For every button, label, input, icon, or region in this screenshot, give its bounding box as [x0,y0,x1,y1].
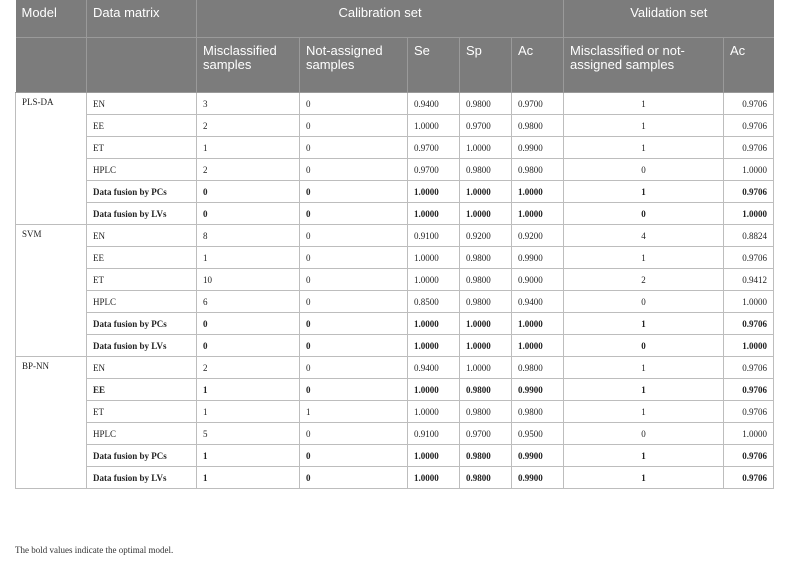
ac-cell: 0.9800 [512,401,564,423]
se-cell: 1.0000 [408,445,460,467]
val-misclassified-cell: 1 [564,93,724,115]
ac-cell: 1.0000 [512,335,564,357]
table-row [16,335,774,357]
misclassified-cell: 0 [197,203,300,225]
se-cell: 1.0000 [408,313,460,335]
not-assigned-cell: 0 [300,467,408,489]
val-misclassified-cell: 1 [564,115,724,137]
not-assigned-cell: 0 [300,379,408,401]
se-cell: 1.0000 [408,401,460,423]
ac-cell: 1.0000 [512,313,564,335]
val-ac-cell: 1.0000 [724,335,774,357]
not-assigned-cell: 1 [300,401,408,423]
header-validation-set: Validation set [564,0,774,38]
val-ac-cell: 0.9412 [724,269,774,291]
se-cell: 1.0000 [408,335,460,357]
ac-cell: 0.9700 [512,93,564,115]
header-misclassified: Misclassified samples [197,38,300,93]
sp-cell: 0.9200 [460,225,512,247]
not-assigned-cell: 0 [300,115,408,137]
not-assigned-cell: 0 [300,335,408,357]
not-assigned-cell: 0 [300,159,408,181]
data-matrix-cell: EN [87,225,197,247]
not-assigned-cell: 0 [300,357,408,379]
header-not-assigned: Not-assigned samples [300,38,408,93]
val-misclassified-cell: 1 [564,467,724,489]
misclassified-cell: 0 [197,181,300,203]
val-ac-cell: 0.8824 [724,225,774,247]
misclassified-cell: 1 [197,445,300,467]
val-misclassified-cell: 0 [564,203,724,225]
misclassified-cell: 0 [197,313,300,335]
data-matrix-cell: HPLC [87,423,197,445]
val-misclassified-cell: 4 [564,225,724,247]
header-val-ac: Ac [724,38,774,93]
se-cell: 1.0000 [408,379,460,401]
data-matrix-cell: Data fusion by PCs [87,181,197,203]
data-matrix-cell: Data fusion by LVs [87,335,197,357]
ac-cell: 0.9900 [512,247,564,269]
val-ac-cell: 0.9706 [724,137,774,159]
data-matrix-cell: Data fusion by PCs [87,313,197,335]
data-matrix-cell: EE [87,379,197,401]
val-ac-cell: 0.9706 [724,247,774,269]
se-cell: 1.0000 [408,247,460,269]
sp-cell: 0.9800 [460,445,512,467]
model-cell: SVM [16,225,87,357]
val-ac-cell: 0.9706 [724,401,774,423]
val-misclassified-cell: 1 [564,379,724,401]
header-sp: Sp [460,38,512,93]
header-model: Model [16,0,87,38]
header-se: Se [408,38,460,93]
val-misclassified-cell: 1 [564,445,724,467]
data-matrix-cell: EE [87,247,197,269]
table-row [16,247,774,269]
se-cell: 0.9400 [408,93,460,115]
misclassified-cell: 3 [197,93,300,115]
sp-cell: 0.9800 [460,159,512,181]
table-row [16,379,774,401]
ac-cell: 0.9200 [512,225,564,247]
se-cell: 0.9700 [408,137,460,159]
data-matrix-cell: Data fusion by LVs [87,467,197,489]
ac-cell: 1.0000 [512,203,564,225]
misclassified-cell: 8 [197,225,300,247]
model-cell: PLS-DA [16,93,87,225]
sp-cell: 1.0000 [460,203,512,225]
val-misclassified-cell: 2 [564,269,724,291]
sp-cell: 0.9800 [460,401,512,423]
se-cell: 0.8500 [408,291,460,313]
ac-cell: 0.9500 [512,423,564,445]
ac-cell: 0.9900 [512,137,564,159]
sp-cell: 0.9700 [460,115,512,137]
val-ac-cell: 0.9706 [724,467,774,489]
table-row [16,467,774,489]
table-row [16,225,774,247]
val-misclassified-cell: 1 [564,313,724,335]
model-cell: BP-NN [16,357,87,489]
not-assigned-cell: 0 [300,181,408,203]
sp-cell: 1.0000 [460,335,512,357]
misclassified-cell: 1 [197,137,300,159]
results-table [15,0,774,489]
table-body [16,93,774,489]
not-assigned-cell: 0 [300,203,408,225]
misclassified-cell: 6 [197,291,300,313]
se-cell: 1.0000 [408,203,460,225]
misclassified-cell: 5 [197,423,300,445]
ac-cell: 0.9400 [512,291,564,313]
ac-cell: 0.9900 [512,445,564,467]
se-cell: 1.0000 [408,467,460,489]
sp-cell: 0.9800 [460,93,512,115]
data-matrix-cell: HPLC [87,291,197,313]
ac-cell: 0.9000 [512,269,564,291]
table-row [16,423,774,445]
val-misclassified-cell: 0 [564,159,724,181]
sp-cell: 0.9700 [460,423,512,445]
misclassified-cell: 10 [197,269,300,291]
not-assigned-cell: 0 [300,269,408,291]
misclassified-cell: 2 [197,357,300,379]
se-cell: 0.9100 [408,225,460,247]
header-val-misclassified: Misclassified or not-assigned samples [564,38,724,93]
ac-cell: 0.9900 [512,379,564,401]
val-ac-cell: 0.9706 [724,93,774,115]
table-row [16,445,774,467]
header-blank-model [16,38,87,93]
table-header [16,0,774,93]
sp-cell: 0.9800 [460,467,512,489]
table-row [16,159,774,181]
header-ac: Ac [512,38,564,93]
val-misclassified-cell: 0 [564,335,724,357]
val-misclassified-cell: 1 [564,181,724,203]
table-row [16,137,774,159]
sp-cell: 1.0000 [460,181,512,203]
misclassified-cell: 2 [197,159,300,181]
val-misclassified-cell: 1 [564,137,724,159]
not-assigned-cell: 0 [300,313,408,335]
header-data-matrix: Data matrix [87,0,197,38]
val-misclassified-cell: 1 [564,247,724,269]
se-cell: 1.0000 [408,115,460,137]
sp-cell: 0.9800 [460,247,512,269]
data-matrix-cell: Data fusion by LVs [87,203,197,225]
se-cell: 1.0000 [408,269,460,291]
val-ac-cell: 0.9706 [724,181,774,203]
val-ac-cell: 0.9706 [724,357,774,379]
not-assigned-cell: 0 [300,247,408,269]
table-row [16,269,774,291]
table-row [16,291,774,313]
table-row [16,203,774,225]
sp-cell: 0.9800 [460,379,512,401]
footnote: The bold values indicate the optimal model. [15,545,174,555]
data-matrix-cell: EE [87,115,197,137]
val-misclassified-cell: 1 [564,401,724,423]
misclassified-cell: 0 [197,335,300,357]
data-matrix-cell: EN [87,357,197,379]
val-misclassified-cell: 0 [564,423,724,445]
not-assigned-cell: 0 [300,225,408,247]
misclassified-cell: 1 [197,467,300,489]
header-blank-matrix [87,38,197,93]
ac-cell: 0.9800 [512,159,564,181]
ac-cell: 0.9900 [512,467,564,489]
val-ac-cell: 0.9706 [724,379,774,401]
ac-cell: 0.9800 [512,115,564,137]
val-ac-cell: 0.9706 [724,115,774,137]
val-ac-cell: 1.0000 [724,423,774,445]
sp-cell: 1.0000 [460,137,512,159]
table-row [16,313,774,335]
not-assigned-cell: 0 [300,445,408,467]
table-row [16,357,774,379]
not-assigned-cell: 0 [300,423,408,445]
misclassified-cell: 1 [197,401,300,423]
data-matrix-cell: ET [87,137,197,159]
ac-cell: 1.0000 [512,181,564,203]
val-ac-cell: 1.0000 [724,203,774,225]
data-matrix-cell: Data fusion by PCs [87,445,197,467]
data-matrix-cell: ET [87,401,197,423]
sp-cell: 1.0000 [460,313,512,335]
sp-cell: 1.0000 [460,357,512,379]
se-cell: 1.0000 [408,181,460,203]
se-cell: 0.9100 [408,423,460,445]
val-ac-cell: 0.9706 [724,313,774,335]
val-ac-cell: 1.0000 [724,159,774,181]
not-assigned-cell: 0 [300,93,408,115]
val-ac-cell: 1.0000 [724,291,774,313]
misclassified-cell: 1 [197,247,300,269]
not-assigned-cell: 0 [300,137,408,159]
val-misclassified-cell: 1 [564,357,724,379]
val-misclassified-cell: 0 [564,291,724,313]
sp-cell: 0.9800 [460,269,512,291]
table-row [16,181,774,203]
table-row [16,401,774,423]
se-cell: 0.9700 [408,159,460,181]
data-matrix-cell: EN [87,93,197,115]
table-row [16,115,774,137]
data-matrix-cell: ET [87,269,197,291]
header-calibration-set: Calibration set [197,0,564,38]
se-cell: 0.9400 [408,357,460,379]
sp-cell: 0.9800 [460,291,512,313]
table-row [16,93,774,115]
val-ac-cell: 0.9706 [724,445,774,467]
misclassified-cell: 2 [197,115,300,137]
misclassified-cell: 1 [197,379,300,401]
not-assigned-cell: 0 [300,291,408,313]
data-matrix-cell: HPLC [87,159,197,181]
ac-cell: 0.9800 [512,357,564,379]
